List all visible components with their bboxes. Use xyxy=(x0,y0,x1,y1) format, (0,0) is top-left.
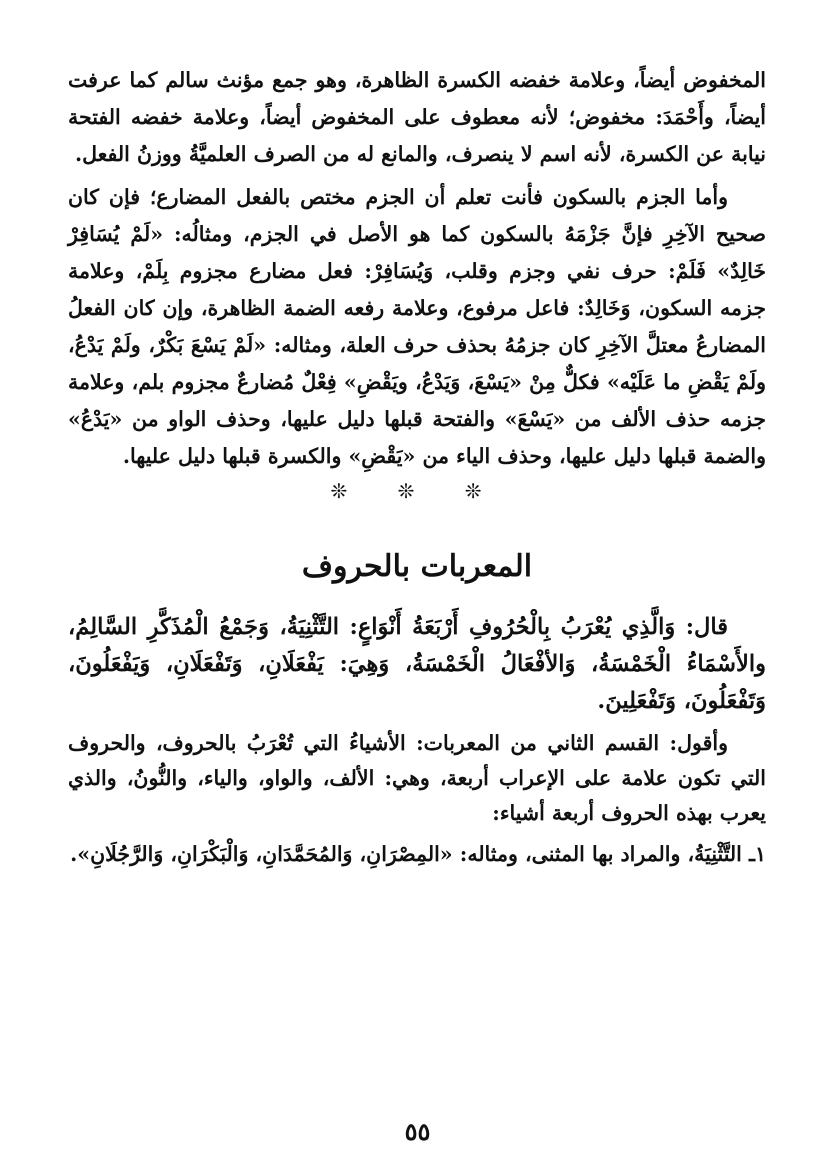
list-item-term: التَّثْنِيَةُ، xyxy=(687,842,742,866)
paragraph-jazm: وأما الجزم بالسكون فأنت تعلم أن الجزم مختص بالفعل المضارع؛ فإن كان صحيح الآخِرِ فإنَّ جَزْمَهُ بالسكون كما هو الأصل في الجزم، ومثالُه: «لَمْ يُسَافِرْ خَالِدٌ» فَلَمْ: حرف نفي وجزم وقلب، وَيُسَافِرْ: فعل مضارع مجزوم بِلَمْ، وعلامة جزمه السكون، وَخَالِدٌ: فاعل مرفوع، وعلامة رفعه الضمة الظاهرة، وإن كان الفعلُ المضارعُ معتلَّ الآخِرِ كان جزمُهُ بحذف حرف العلة، ومثاله: «لَمْ يَسْعَ بَكْرٌ، ولَمْ يَدْعُ، ولَمْ يَقْضِ ما عَلَيْه» فكلٌّ مِنْ «يَسْعَ، وَيَدْعُ، ويَقْضِ» فِعْلٌ مُضارعٌ مجزوم بلم، وعلامة جزمه حذف الألف من «يَسْعَ» والفتحة قبلها دليل عليها، وحذف الواو من «يَدْعُ» والضمة قبلها دليل عليها، وحذف الياء من «يَقْضِ» والكسرة قبلها دليل عليها. xyxy=(68,185,766,468)
paragraph-continuation: المخفوض أيضاً، وعلامة خفضه الكسرة الظاهرة، وهو جمع مؤنث سالم كما عرفت أيضاً، وأَحْمَدَ: مخفوض؛ لأنه معطوف على المخفوض أيضاً، وعلامة خفضه الفتحة نيابة عن الكسرة، لأنه اسم لا ينصرف، والمانع له من الصرف العلميَّةُ ووزنُ الفعل. xyxy=(68,68,766,166)
list-item xyxy=(68,837,766,872)
list-item-text: والمراد بها المثنى، ومثاله: «المِصْرَانِ، وَالمُحَمَّدَانِ، وَالْبَكْرَانِ، وَالرَّجُلَانِ». xyxy=(70,842,681,866)
sharh-text: القسم الثاني من المعربات: الأشياءُ التي تُعْرَبُ بالحروف، والحروف التي تكون علامة على الإعراب أربعة، وهي: الألف، والواو، والياء، والنُّونُ، والذي يعرب بهذه الحروف أربعة أشياء: xyxy=(68,731,766,825)
list-item-number: ١ـ xyxy=(748,842,766,866)
section-separator: ❊ ❊ ❊ xyxy=(330,479,504,503)
matn-text: وَالَّذِي يُعْرَبُ بِالْحُرُوفِ أَرْبَعَةُ أَنْوَاعٍ: التَّثْنِيَةُ، وَجَمْعُ الْمُذَكَّرِ السَّالِمُ، والأَسْمَاءُ الْخَمْسَةُ، وَالأفْعَالُ الْخَمْسَةُ، وَهِيَ: يَفْعَلَانِ، وَتَفْعَلَانِ، وَيَفْعَلُونَ، وَتَفْعَلُونَ، وَتَفْعَلِينَ. xyxy=(68,614,766,714)
sharh-paragraph xyxy=(68,726,766,831)
page-number: ٥٥ xyxy=(404,1117,431,1146)
page-content xyxy=(68,62,766,872)
section-heading: المعربات بالحروف xyxy=(301,549,533,584)
matn-paragraph xyxy=(68,609,766,720)
matn-lead: قال: xyxy=(685,614,728,640)
sharh-lead: وأقول: xyxy=(669,731,728,755)
